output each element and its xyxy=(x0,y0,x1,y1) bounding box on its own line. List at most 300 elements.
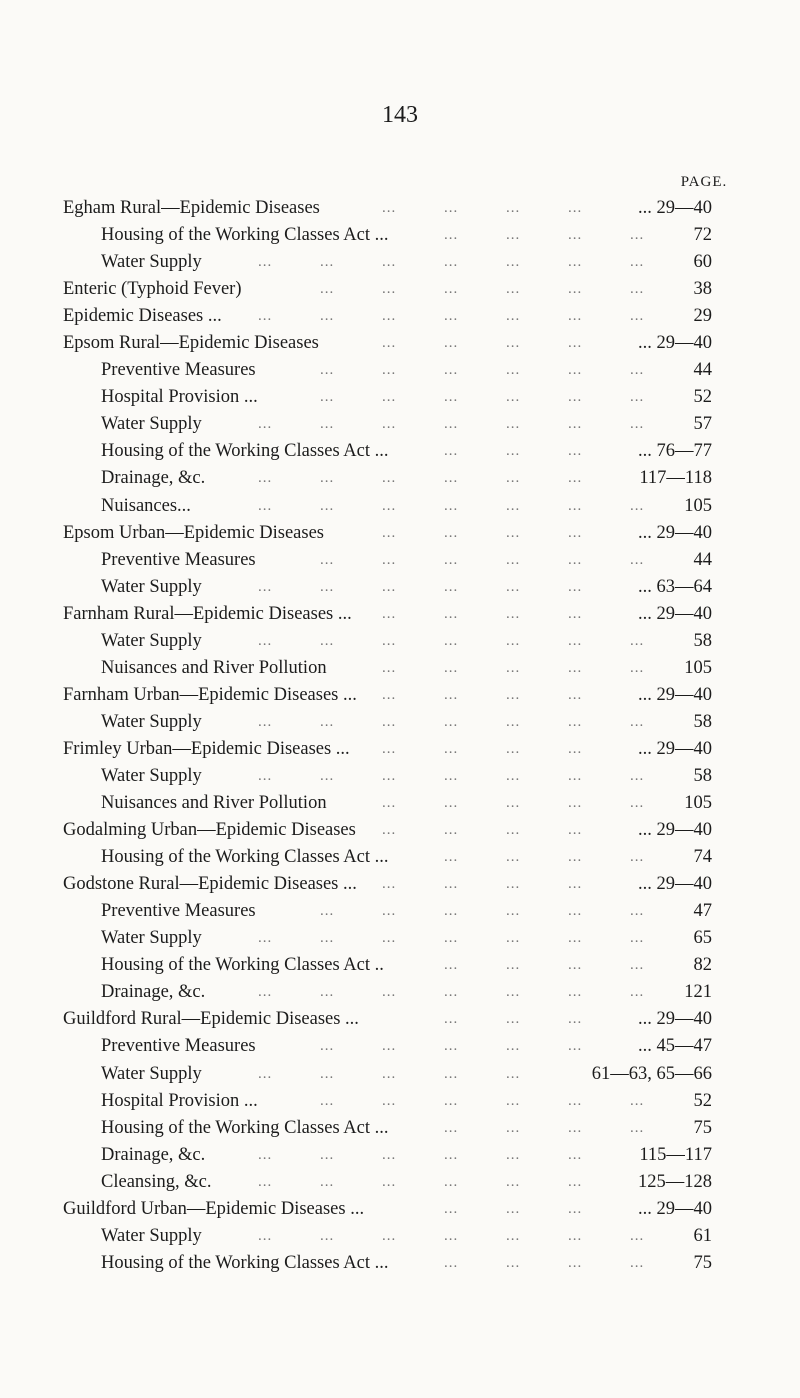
index-entry xyxy=(0,276,800,303)
entry-title: Water Supply xyxy=(101,711,202,732)
entry-title: Nuisances... xyxy=(101,495,191,516)
leader-dots: ... xyxy=(320,578,335,595)
leader-dots: ... xyxy=(630,984,645,1001)
leader-dots: ... xyxy=(568,281,583,298)
entry-title: Frimley Urban—Epidemic Diseases ... xyxy=(63,738,350,759)
leader-dots: ... xyxy=(506,984,521,1001)
leader-dots: ... xyxy=(506,713,521,730)
leader-dots: ... xyxy=(258,1065,273,1082)
leader-dots: ... xyxy=(506,903,521,920)
leader-dots: ... xyxy=(320,254,335,271)
leader-dots: ... xyxy=(444,578,459,595)
leader-dots: ... xyxy=(258,984,273,1001)
leader-dots: ... xyxy=(568,578,583,595)
leader-dots: ... xyxy=(444,984,459,1001)
leader-dots: ... xyxy=(258,416,273,433)
leader-dots: ... xyxy=(382,1038,397,1055)
index-entry xyxy=(0,330,800,357)
index-entry xyxy=(0,195,800,222)
leader-dots: ... xyxy=(320,308,335,325)
leader-dots: ... xyxy=(506,822,521,839)
leader-dots: ... xyxy=(444,308,459,325)
index-entry xyxy=(0,1250,800,1277)
leader-dots: ... xyxy=(506,659,521,676)
leader-dots: ... xyxy=(444,686,459,703)
leader-dots: ... xyxy=(506,497,521,514)
leader-dots: ... xyxy=(568,335,583,352)
entry-title: Water Supply xyxy=(101,252,202,273)
leader-dots: ... xyxy=(258,254,273,271)
leader-dots: ... xyxy=(506,578,521,595)
leader-dots: ... xyxy=(568,524,583,541)
leader-dots: ... xyxy=(258,497,273,514)
leader-dots: ... xyxy=(630,389,645,406)
leader-dots: ... xyxy=(444,497,459,514)
entry-title: Water Supply xyxy=(101,1225,202,1246)
leader-dots: ... xyxy=(382,1227,397,1244)
entry-pages: 44 xyxy=(693,360,712,381)
entry-title: Housing of the Working Classes Act ... xyxy=(101,1117,389,1138)
leader-dots: ... xyxy=(630,308,645,325)
leader-dots: ... xyxy=(506,686,521,703)
leader-dots: ... xyxy=(506,957,521,974)
index-entry xyxy=(0,1088,800,1115)
leader-dots: ... xyxy=(444,389,459,406)
leader-dots: ... xyxy=(630,903,645,920)
leader-dots: ... xyxy=(568,822,583,839)
entry-title: Farnham Rural—Epidemic Diseases ... xyxy=(63,603,352,624)
entry-pages: 74 xyxy=(693,847,712,868)
leader-dots: ... xyxy=(382,416,397,433)
leader-dots: ... xyxy=(382,740,397,757)
index-entry xyxy=(0,709,800,736)
entry-title: Guildford Rural—Epidemic Diseases ... xyxy=(63,1009,359,1030)
entry-pages: 115—117 xyxy=(639,1144,712,1165)
entry-title: Cleansing, &c. xyxy=(101,1171,212,1192)
entry-pages: ... 29—40 xyxy=(638,874,712,895)
entry-title: Drainage, &c. xyxy=(101,982,206,1003)
leader-dots: ... xyxy=(444,551,459,568)
leader-dots: ... xyxy=(444,767,459,784)
leader-dots: ... xyxy=(320,281,335,298)
leader-dots: ... xyxy=(630,632,645,649)
leader-dots: ... xyxy=(568,659,583,676)
leader-dots: ... xyxy=(382,876,397,893)
index-entry xyxy=(0,628,800,655)
entry-title: Water Supply xyxy=(101,414,202,435)
leader-dots: ... xyxy=(320,1065,335,1082)
leader-dots: ... xyxy=(382,362,397,379)
leader-dots: ... xyxy=(444,335,459,352)
index-entry xyxy=(0,844,800,871)
leader-dots: ... xyxy=(320,713,335,730)
leader-dots: ... xyxy=(568,1146,583,1163)
leader-dots: ... xyxy=(444,1254,459,1271)
leader-dots: ... xyxy=(382,470,397,487)
leader-dots: ... xyxy=(320,497,335,514)
leader-dots: ... xyxy=(630,227,645,244)
index-entry xyxy=(0,655,800,682)
entry-title: Water Supply xyxy=(101,928,202,949)
leader-dots: ... xyxy=(444,849,459,866)
leader-dots: ... xyxy=(506,470,521,487)
entry-pages: 75 xyxy=(693,1117,712,1138)
index-entry xyxy=(0,411,800,438)
leader-dots: ... xyxy=(568,1200,583,1217)
leader-dots: ... xyxy=(568,308,583,325)
leader-dots: ... xyxy=(630,849,645,866)
entry-pages: ... 76—77 xyxy=(638,441,712,462)
leader-dots: ... xyxy=(568,389,583,406)
entry-pages: 105 xyxy=(684,657,712,678)
entry-title: Water Supply xyxy=(101,630,202,651)
entry-title: Housing of the Working Classes Act ... xyxy=(101,847,389,868)
index-entry xyxy=(0,222,800,249)
leader-dots: ... xyxy=(444,659,459,676)
index-entry xyxy=(0,1061,800,1088)
leader-dots: ... xyxy=(506,1011,521,1028)
leader-dots: ... xyxy=(444,1173,459,1190)
leader-dots: ... xyxy=(444,1038,459,1055)
leader-dots: ... xyxy=(320,1227,335,1244)
leader-dots: ... xyxy=(444,1227,459,1244)
leader-dots: ... xyxy=(630,1092,645,1109)
leader-dots: ... xyxy=(258,632,273,649)
leader-dots: ... xyxy=(568,605,583,622)
leader-dots: ... xyxy=(506,281,521,298)
leader-dots: ... xyxy=(382,1146,397,1163)
leader-dots: ... xyxy=(630,659,645,676)
leader-dots: ... xyxy=(506,632,521,649)
index-entry xyxy=(0,817,800,844)
entry-title: Egham Rural—Epidemic Diseases xyxy=(63,198,320,218)
leader-dots: ... xyxy=(506,849,521,866)
leader-dots: ... xyxy=(382,713,397,730)
leader-dots: ... xyxy=(630,362,645,379)
leader-dots: ... xyxy=(444,227,459,244)
entry-title: Preventive Measures xyxy=(101,901,256,922)
entry-pages: 44 xyxy=(693,549,712,570)
entry-pages: ... 63—64 xyxy=(638,576,712,597)
entry-title: Water Supply xyxy=(101,765,202,786)
entry-pages: ... 29—40 xyxy=(638,684,712,705)
leader-dots: ... xyxy=(320,632,335,649)
leader-dots: ... xyxy=(568,1173,583,1190)
leader-dots: ... xyxy=(506,1227,521,1244)
entry-title: Hospital Provision ... xyxy=(101,1090,258,1111)
entry-title: Housing of the Working Classes Act ... xyxy=(101,441,389,462)
index-entry xyxy=(0,1223,800,1250)
entry-title: Hospital Provision ... xyxy=(101,387,258,408)
leader-dots: ... xyxy=(258,308,273,325)
leader-dots: ... xyxy=(568,930,583,947)
index-entry xyxy=(0,1142,800,1169)
entry-pages: 52 xyxy=(693,387,712,408)
leader-dots: ... xyxy=(630,551,645,568)
leader-dots: ... xyxy=(382,578,397,595)
leader-dots: ... xyxy=(444,930,459,947)
index-entry xyxy=(0,952,800,979)
leader-dots: ... xyxy=(320,389,335,406)
leader-dots: ... xyxy=(444,254,459,271)
leader-dots: ... xyxy=(568,713,583,730)
leader-dots: ... xyxy=(568,740,583,757)
entry-title: Housing of the Working Classes Act ... xyxy=(101,1252,389,1273)
entry-title: Housing of the Working Classes Act .. xyxy=(101,955,384,976)
leader-dots: ... xyxy=(506,254,521,271)
leader-dots: ... xyxy=(444,470,459,487)
leader-dots: ... xyxy=(320,1173,335,1190)
entry-title: Nuisances and River Pollution xyxy=(101,657,327,678)
leader-dots: ... xyxy=(444,200,459,216)
entry-pages: 121 xyxy=(684,982,712,1003)
leader-dots: ... xyxy=(506,551,521,568)
index-entry xyxy=(0,601,800,628)
index-entry xyxy=(0,1115,800,1142)
leader-dots: ... xyxy=(320,767,335,784)
leader-dots: ... xyxy=(506,362,521,379)
index-entry xyxy=(0,438,800,465)
index-entry xyxy=(0,249,800,276)
entry-title: Godalming Urban—Epidemic Diseases xyxy=(63,820,356,841)
leader-dots: ... xyxy=(258,470,273,487)
leader-dots: ... xyxy=(506,1200,521,1217)
leader-dots: ... xyxy=(258,1146,273,1163)
leader-dots: ... xyxy=(630,1227,645,1244)
entry-pages: 61—63, 65—66 xyxy=(591,1063,712,1084)
leader-dots: ... xyxy=(506,1065,521,1082)
entry-pages: ... 29—40 xyxy=(638,1198,712,1219)
entry-pages: 52 xyxy=(693,1090,712,1111)
entry-pages: 61 xyxy=(693,1225,712,1246)
leader-dots: ... xyxy=(444,1200,459,1217)
leader-dots: ... xyxy=(382,335,397,352)
leader-dots: ... xyxy=(630,713,645,730)
entry-pages: 57 xyxy=(693,414,712,435)
entry-title: Epsom Urban—Epidemic Diseases xyxy=(63,522,324,543)
entry-pages: ... 29—40 xyxy=(638,333,712,354)
leader-dots: ... xyxy=(568,1254,583,1271)
entry-title: Drainage, &c. xyxy=(101,468,206,489)
leader-dots: ... xyxy=(568,470,583,487)
leader-dots: ... xyxy=(382,822,397,839)
leader-dots: ... xyxy=(630,497,645,514)
leader-dots: ... xyxy=(382,281,397,298)
entry-pages: 58 xyxy=(693,711,712,732)
leader-dots: ... xyxy=(630,767,645,784)
entry-pages: 60 xyxy=(693,252,712,273)
index-entry xyxy=(0,736,800,763)
leader-dots: ... xyxy=(444,795,459,812)
entry-title: Preventive Measures xyxy=(101,1036,256,1057)
entry-pages: ... 29—40 xyxy=(638,198,712,218)
entry-pages: ... 29—40 xyxy=(638,603,712,624)
leader-dots: ... xyxy=(568,200,583,216)
leader-dots: ... xyxy=(506,524,521,541)
leader-dots: ... xyxy=(320,470,335,487)
entry-pages: 58 xyxy=(693,630,712,651)
entry-title: Drainage, &c. xyxy=(101,1144,206,1165)
leader-dots: ... xyxy=(568,849,583,866)
leader-dots: ... xyxy=(630,1119,645,1136)
leader-dots: ... xyxy=(630,795,645,812)
leader-dots: ... xyxy=(506,443,521,460)
leader-dots: ... xyxy=(506,308,521,325)
leader-dots: ... xyxy=(320,984,335,1001)
index-entry xyxy=(0,547,800,574)
leader-dots: ... xyxy=(568,416,583,433)
leader-dots: ... xyxy=(506,1092,521,1109)
leader-dots: ... xyxy=(568,795,583,812)
leader-dots: ... xyxy=(630,281,645,298)
leader-dots: ... xyxy=(382,903,397,920)
leader-dots: ... xyxy=(382,551,397,568)
leader-dots: ... xyxy=(382,497,397,514)
leader-dots: ... xyxy=(630,416,645,433)
leader-dots: ... xyxy=(444,362,459,379)
entry-pages: 105 xyxy=(684,495,712,516)
entry-title: Nuisances and River Pollution xyxy=(101,793,327,814)
leader-dots: ... xyxy=(506,200,521,216)
entry-pages: ... 29—40 xyxy=(638,738,712,759)
leader-dots: ... xyxy=(506,605,521,622)
leader-dots: ... xyxy=(444,524,459,541)
entry-title: Epsom Rural—Epidemic Diseases xyxy=(63,333,319,354)
leader-dots: ... xyxy=(382,200,397,216)
leader-dots: ... xyxy=(506,1146,521,1163)
entry-pages: 82 xyxy=(693,955,712,976)
leader-dots: ... xyxy=(568,984,583,1001)
leader-dots: ... xyxy=(382,254,397,271)
leader-dots: ... xyxy=(506,227,521,244)
leader-dots: ... xyxy=(258,1173,273,1190)
leader-dots: ... xyxy=(444,416,459,433)
leader-dots: ... xyxy=(506,767,521,784)
leader-dots: ... xyxy=(444,957,459,974)
leader-dots: ... xyxy=(506,930,521,947)
leader-dots: ... xyxy=(382,767,397,784)
leader-dots: ... xyxy=(444,1119,459,1136)
entry-title: Godstone Rural—Epidemic Diseases ... xyxy=(63,874,357,895)
entry-pages: 105 xyxy=(684,793,712,814)
leader-dots: ... xyxy=(320,1092,335,1109)
leader-dots: ... xyxy=(506,740,521,757)
index-entry xyxy=(0,1033,800,1060)
index-entry xyxy=(0,871,800,898)
leader-dots: ... xyxy=(506,876,521,893)
leader-dots: ... xyxy=(568,1011,583,1028)
leader-dots: ... xyxy=(382,795,397,812)
index-entry xyxy=(0,384,800,411)
leader-dots: ... xyxy=(506,416,521,433)
leader-dots: ... xyxy=(258,578,273,595)
leader-dots: ... xyxy=(568,632,583,649)
leader-dots: ... xyxy=(382,308,397,325)
leader-dots: ... xyxy=(506,795,521,812)
entry-pages: ... 45—47 xyxy=(638,1036,712,1057)
leader-dots: ... xyxy=(506,1119,521,1136)
leader-dots: ... xyxy=(444,1146,459,1163)
entry-pages: ... 29—40 xyxy=(638,820,712,841)
leader-dots: ... xyxy=(630,930,645,947)
leader-dots: ... xyxy=(444,903,459,920)
entry-pages: 47 xyxy=(693,901,712,922)
leader-dots: ... xyxy=(630,957,645,974)
leader-dots: ... xyxy=(444,1092,459,1109)
leader-dots: ... xyxy=(258,930,273,947)
entry-pages: 29 xyxy=(693,306,712,327)
entry-pages: 65 xyxy=(693,928,712,949)
leader-dots: ... xyxy=(382,1092,397,1109)
entry-title: Farnham Urban—Epidemic Diseases ... xyxy=(63,684,357,705)
leader-dots: ... xyxy=(568,1227,583,1244)
index-entry xyxy=(0,925,800,952)
leader-dots: ... xyxy=(506,1038,521,1055)
leader-dots: ... xyxy=(382,1173,397,1190)
index-entry xyxy=(0,1169,800,1196)
page-number: 143 xyxy=(382,102,418,128)
leader-dots: ... xyxy=(258,713,273,730)
leader-dots: ... xyxy=(568,227,583,244)
leader-dots: ... xyxy=(444,1065,459,1082)
leader-dots: ... xyxy=(506,1254,521,1271)
index-entry xyxy=(0,303,800,330)
entry-title: Preventive Measures xyxy=(101,549,256,570)
entry-pages: 117—118 xyxy=(639,468,712,489)
entry-title: Guildford Urban—Epidemic Diseases ... xyxy=(63,1198,365,1219)
leader-dots: ... xyxy=(568,957,583,974)
leader-dots: ... xyxy=(320,416,335,433)
leader-dots: ... xyxy=(444,740,459,757)
leader-dots: ... xyxy=(630,254,645,271)
leader-dots: ... xyxy=(382,930,397,947)
leader-dots: ... xyxy=(444,876,459,893)
leader-dots: ... xyxy=(444,605,459,622)
index-entry xyxy=(0,520,800,547)
leader-dots: ... xyxy=(568,1038,583,1055)
leader-dots: ... xyxy=(320,930,335,947)
entry-pages: 72 xyxy=(693,225,712,246)
leader-dots: ... xyxy=(320,362,335,379)
leader-dots: ... xyxy=(506,335,521,352)
leader-dots: ... xyxy=(444,632,459,649)
leader-dots: ... xyxy=(568,686,583,703)
index-entry xyxy=(0,1196,800,1223)
leader-dots: ... xyxy=(258,767,273,784)
entry-pages: ... 29—40 xyxy=(638,1009,712,1030)
index-entry xyxy=(0,465,800,492)
index-list xyxy=(0,195,800,1277)
entry-pages: 75 xyxy=(693,1252,712,1273)
entry-title: Epidemic Diseases ... xyxy=(63,306,222,327)
leader-dots: ... xyxy=(444,281,459,298)
leader-dots: ... xyxy=(568,254,583,271)
index-entry xyxy=(0,682,800,709)
leader-dots: ... xyxy=(382,605,397,622)
index-entry xyxy=(0,493,800,520)
leader-dots: ... xyxy=(382,984,397,1001)
leader-dots: ... xyxy=(568,903,583,920)
leader-dots: ... xyxy=(382,1065,397,1082)
entry-pages: 58 xyxy=(693,765,712,786)
leader-dots: ... xyxy=(444,713,459,730)
leader-dots: ... xyxy=(506,389,521,406)
leader-dots: ... xyxy=(568,443,583,460)
index-entry xyxy=(0,790,800,817)
leader-dots: ... xyxy=(568,767,583,784)
index-entry xyxy=(0,357,800,384)
leader-dots: ... xyxy=(568,1092,583,1109)
